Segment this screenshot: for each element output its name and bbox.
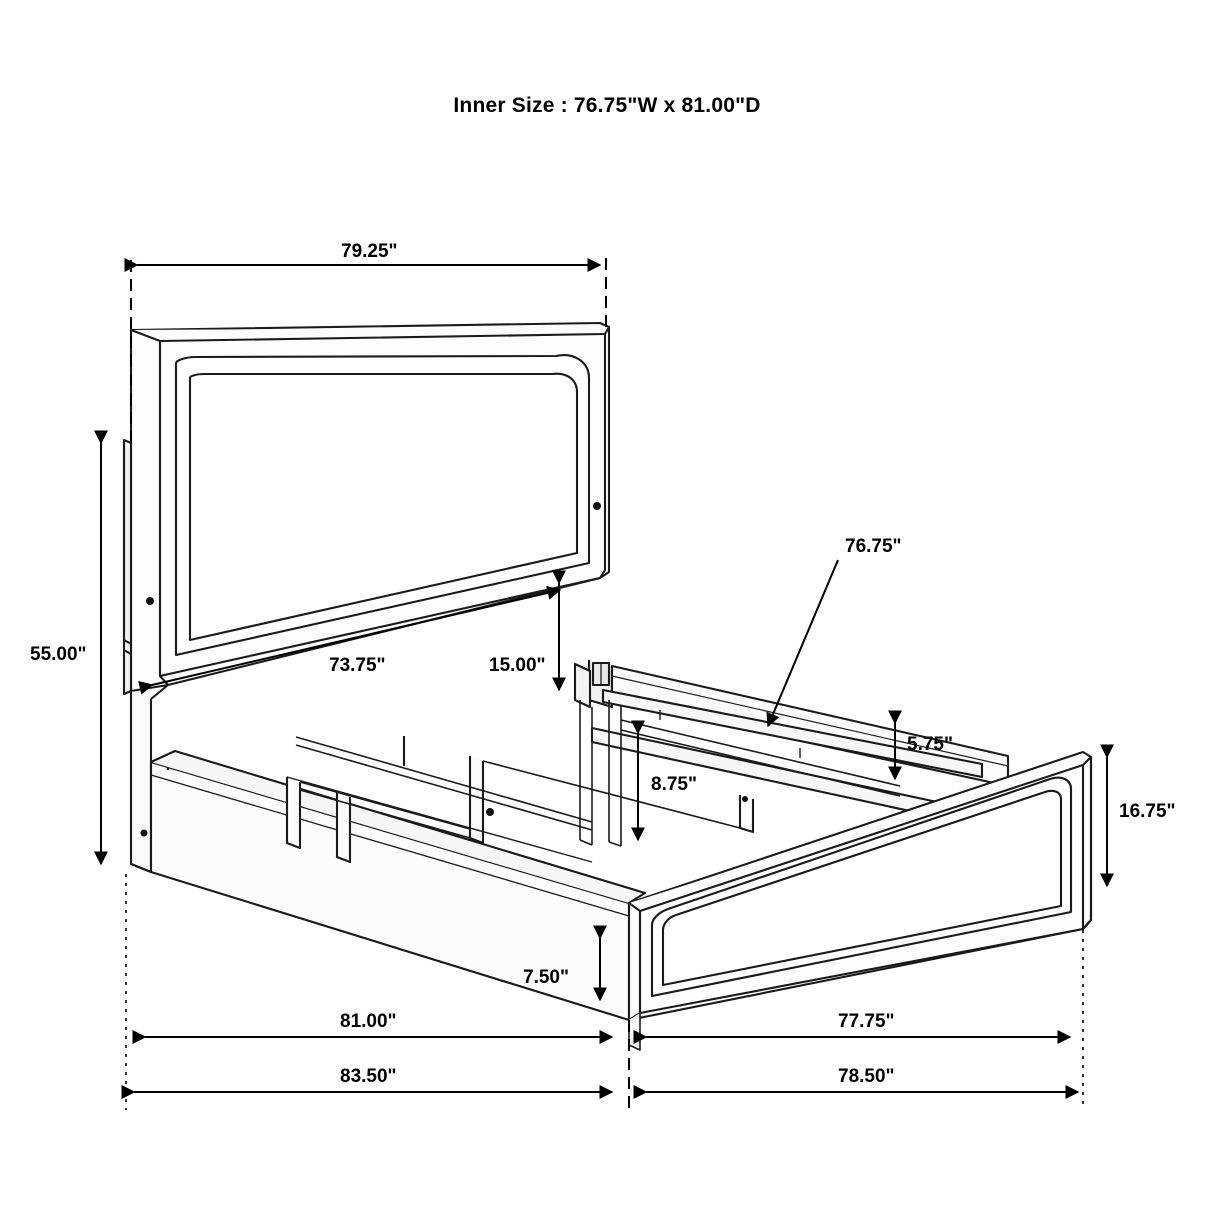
dimension-label-76-75: 76.75" (845, 536, 902, 557)
bed-illustration (124, 323, 1091, 1050)
dimension-label-7-50: 7.50" (523, 967, 569, 988)
dimension-label-78-50: 78.50" (838, 1066, 895, 1087)
dimension-label-16-75: 16.75" (1119, 801, 1176, 822)
dimension-label-5-75: 5.75" (907, 734, 953, 755)
dimension-label-81-00: 81.00" (340, 1011, 397, 1032)
dimension-label-15-00: 15.00" (489, 655, 546, 676)
dimension-label-79-25: 79.25" (341, 241, 398, 262)
page-title: Inner Size : 76.75"W x 81.00"D (453, 94, 761, 117)
dimension-label-83-50: 83.50" (340, 1066, 397, 1087)
dimension-label-73-75: 73.75" (329, 655, 386, 676)
dimension-label-55-00: 55.00" (30, 644, 87, 665)
dimension-label-77-75: 77.75" (838, 1011, 895, 1032)
dimension-label-8-75: 8.75" (651, 774, 697, 795)
